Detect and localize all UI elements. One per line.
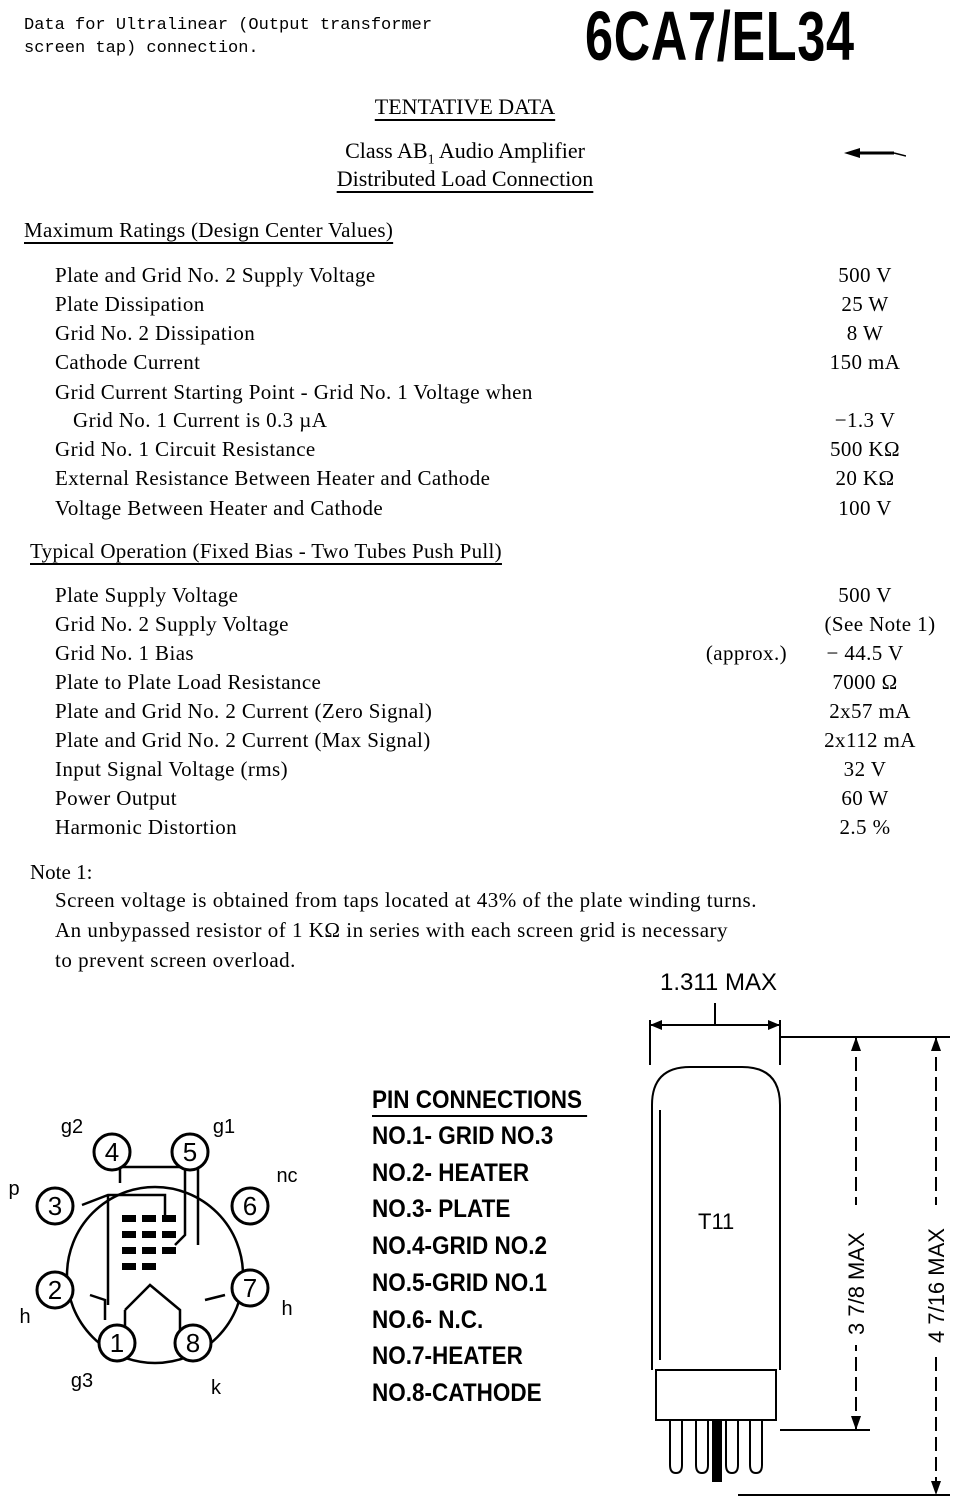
pin-number: 1	[109, 1328, 125, 1358]
label-nc: nc	[276, 1165, 298, 1187]
table-row	[55, 496, 925, 525]
arrow-left-icon	[844, 144, 906, 162]
label-h-right: h	[281, 1298, 293, 1320]
row-value: 7000 Ω	[832, 670, 898, 694]
label-g2: g2	[60, 1116, 84, 1138]
label-k: k	[211, 1377, 221, 1399]
row-value: 2x57 mA	[829, 699, 911, 723]
seated-height-label: 3 7/8 MAX	[844, 1232, 869, 1335]
header-note: Data for Ultralinear (Output transformer screen tap) connection.	[24, 16, 433, 58]
pin-number: 3	[47, 1191, 63, 1221]
row-value: −1.3 V	[834, 408, 896, 432]
row-label: Grid No. 2 Dissipation	[55, 321, 256, 345]
table-row	[55, 408, 925, 437]
table-row	[55, 612, 936, 641]
pin-connection-item: NO.3- PLATE	[372, 1195, 511, 1223]
pin-connections-title: PIN CONNECTIONS	[372, 1086, 587, 1117]
row-value: 2x112 mA	[824, 728, 916, 752]
row-value: 500 KΩ	[830, 437, 900, 461]
row-value: (See Note 1)	[824, 612, 936, 636]
table-row	[55, 380, 925, 409]
row-value: 500 V	[838, 583, 892, 607]
row-label: Plate and Grid No. 2 Current (Max Signal)	[55, 728, 431, 752]
row-value: 500 V	[838, 263, 892, 287]
row-label: Power Output	[55, 786, 178, 810]
row-label: Cathode Current	[55, 350, 201, 374]
row-label: Grid No. 1 Circuit Resistance	[55, 437, 316, 461]
pin-number: 7	[242, 1273, 258, 1303]
label-p: p	[8, 1178, 20, 1200]
overall-length-label: 4 7/16 MAX	[924, 1228, 949, 1343]
table-row	[55, 583, 925, 612]
row-label: Grid No. 1 Bias	[55, 641, 194, 665]
pin-connection-item: NO.7-HEATER	[372, 1342, 523, 1370]
table-row	[55, 728, 925, 757]
part-number-title: 6CA7/EL34	[585, 0, 855, 75]
row-value: 2.5 %	[839, 815, 891, 839]
note-title: Note 1:	[30, 860, 93, 884]
tube-base-circle	[67, 1187, 243, 1363]
class-suffix: Audio Amplifier	[434, 138, 585, 163]
pin-connection-item: NO.8-CATHODE	[372, 1379, 542, 1407]
table-row	[55, 757, 925, 786]
table-row	[55, 815, 925, 844]
row-qualifier: (approx.)	[705, 641, 787, 665]
row-label: Input Signal Voltage (rms)	[55, 757, 289, 781]
pin-number: 4	[104, 1137, 120, 1167]
row-label: Grid No. 1 Current is 0.3 µA	[73, 408, 328, 432]
pin-connection-item: NO.6- N.C.	[372, 1306, 484, 1334]
diameter-label: 1.311 MAX	[660, 969, 777, 996]
table-row	[55, 466, 925, 495]
table-row	[55, 670, 925, 699]
row-value: 150 mA	[829, 350, 901, 374]
row-label: Harmonic Distortion	[55, 815, 237, 839]
tentative-data-text: TENTATIVE DATA	[374, 94, 556, 119]
typical-operation-title: Typical Operation (Fixed Bias - Two Tubes Push Pull)	[30, 539, 502, 563]
row-value: 20 KΩ	[835, 466, 895, 490]
tentative-data-heading	[250, 94, 680, 120]
row-value: 60 W	[841, 786, 889, 810]
table-row	[55, 641, 925, 670]
pin-connection-item: NO.4-GRID NO.2	[372, 1232, 548, 1260]
row-value: 100 V	[838, 496, 892, 520]
row-value: 32 V	[843, 757, 887, 781]
pin-number: 2	[47, 1275, 63, 1305]
table-row	[55, 437, 925, 466]
pin-number: 5	[182, 1137, 198, 1167]
table-row	[55, 292, 925, 321]
row-value: 8 W	[846, 321, 884, 345]
row-label: Plate Dissipation	[55, 292, 205, 316]
row-value: − 44.5 V	[826, 641, 904, 665]
row-label: Plate and Grid No. 2 Supply Voltage	[55, 263, 376, 287]
table-row	[55, 321, 925, 350]
row-value: 25 W	[841, 292, 889, 316]
pin-number: 6	[242, 1191, 258, 1221]
pin-number: 8	[185, 1328, 201, 1358]
envelope-label: T11	[698, 1209, 735, 1234]
row-label: Plate and Grid No. 2 Current (Zero Signal)	[55, 699, 433, 723]
row-label: Voltage Between Heater and Cathode	[55, 496, 384, 520]
table-row	[55, 786, 925, 815]
tube-outline-drawing	[620, 965, 968, 1500]
label-g3: g3	[70, 1370, 94, 1392]
label-g1: g1	[212, 1116, 236, 1138]
class-prefix: Class AB	[345, 138, 428, 163]
table-row	[55, 350, 925, 379]
table-row	[55, 699, 925, 728]
connection-heading	[250, 166, 680, 192]
note-line: An unbypassed resistor of 1 KΩ in series with each screen grid is necessary	[55, 918, 729, 942]
table-row	[55, 263, 925, 292]
row-label: Grid Current Starting Point - Grid No. 1 Voltage when	[55, 380, 533, 404]
pin-connection-item: NO.2- HEATER	[372, 1159, 530, 1187]
row-label: Plate to Plate Load Resistance	[55, 670, 322, 694]
pin-base-diagram	[0, 1105, 320, 1405]
label-h-left: h	[19, 1306, 31, 1328]
row-label: External Resistance Between Heater and Cathode	[55, 466, 491, 490]
max-ratings-title: Maximum Ratings (Design Center Values)	[24, 218, 394, 242]
pin-connection-item: NO.5-GRID NO.1	[372, 1269, 548, 1297]
note-line: Screen voltage is obtained from taps located at 43% of the plate winding turns.	[55, 888, 757, 912]
pin-connection-item: NO.1- GRID NO.3	[372, 1122, 554, 1150]
note-line: to prevent screen overload.	[55, 948, 296, 972]
class-subscript: 1	[427, 152, 435, 168]
row-label: Plate Supply Voltage	[55, 583, 239, 607]
row-label: Grid No. 2 Supply Voltage	[55, 612, 289, 636]
connection-text: Distributed Load Connection	[336, 166, 594, 191]
class-line	[250, 138, 680, 168]
